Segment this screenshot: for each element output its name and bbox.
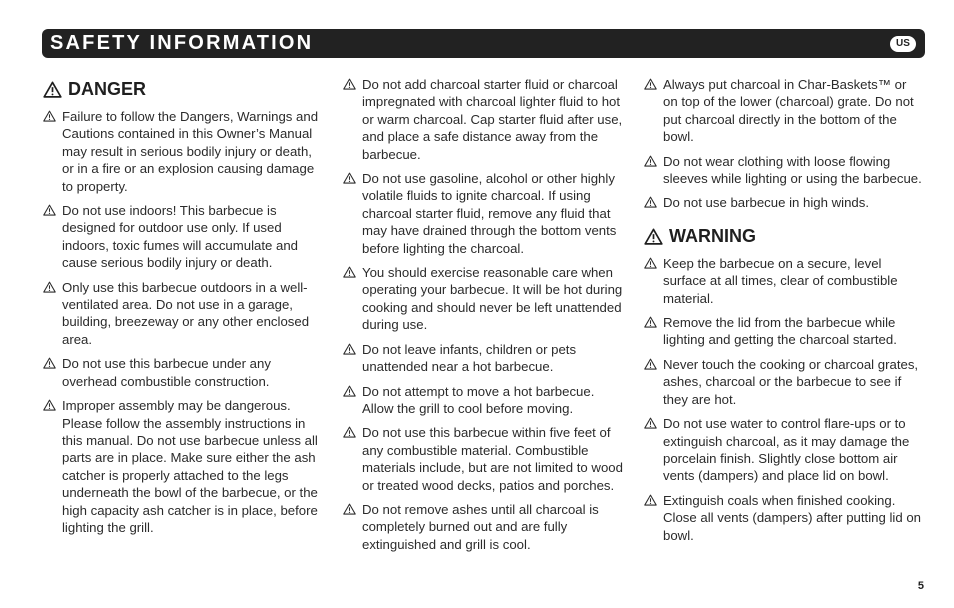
warning-item-text: Do not use water to control flare-ups or to extinguish charcoal, as it may damage the porcelain finish. Slightly close bottom air vents (dampers) and place lid on bowl.: [663, 416, 910, 484]
warning-triangle-icon: [343, 170, 362, 184]
warning-triangle-icon: [343, 501, 362, 515]
danger-item: [343, 170, 627, 257]
warning-heading: [644, 226, 924, 247]
danger-item-text: Do not wear clothing with loose flowing sleeves while lighting or using the barbecue.: [663, 153, 922, 187]
danger-item-text: Do not leave infants, children or pets unattended near a hot barbecue.: [362, 341, 577, 375]
warning-triangle-icon: [43, 81, 68, 98]
danger-item-text: Always put charcoal in Char-Baskets™ or on top of the lower (charcoal) grate. Do not put charcoal directly in the bottom of the bowl.: [663, 77, 914, 145]
warning-triangle-icon: [644, 356, 663, 370]
warning-triangle-icon: [644, 314, 663, 328]
danger-item: [43, 397, 325, 536]
danger-item: [43, 202, 325, 272]
warning-triangle-icon: [644, 228, 669, 245]
page-number: 5: [917, 580, 924, 592]
danger-item-text: Do not use indoors! This barbecue is designed for outdoor use only. If used indoors, toxic fumes will accumulate and cause serious bodily injury or death.: [62, 203, 299, 271]
warning-triangle-icon: [43, 397, 62, 411]
warning-triangle-icon: [343, 264, 362, 278]
column-1: [43, 76, 325, 543]
warning-triangle-icon: [343, 341, 362, 355]
warning-triangle-icon: [343, 424, 362, 438]
warning-triangle-icon: [43, 355, 62, 369]
warning-triangle-icon: [644, 415, 663, 429]
danger-item-text: Do not use this barbecue within five feet of any combustible material. Combustible materials include, but are not limited to wood or treated wood decks, patios and porches.: [362, 425, 623, 493]
warning-triangle-icon: [43, 279, 62, 293]
danger-item: [343, 264, 627, 334]
warning-triangle-icon: [343, 383, 362, 397]
danger-item-text: Do not remove ashes until all charcoal is completely burned out and are fully extinguished and grill is cool.: [362, 501, 599, 552]
warning-item-text: Never touch the cooking or charcoal grates, ashes, charcoal or the barbecue to see if they are hot.: [663, 356, 919, 407]
danger-item-text: Do not attempt to move a hot barbecue. Allow the grill to cool before moving.: [362, 383, 595, 416]
warning-item: [644, 255, 924, 307]
warning-item: [644, 415, 924, 485]
column-3: [644, 76, 924, 551]
danger-item-text: Improper assembly may be dangerous. Please follow the assembly instructions in this manual. Do not use barbecue unless all parts are in place. Make sure either the ash catcher is properly attached to the legs underneath the bowl of the barbecue, or the high capacity ash catcher is in place, before lighting the grill.: [62, 398, 318, 535]
danger-item: [43, 108, 325, 195]
warning-item: [644, 492, 924, 544]
warning-heading-label: WARNING: [669, 225, 756, 246]
warning-triangle-icon: [644, 255, 663, 269]
warning-triangle-icon: [644, 76, 663, 90]
warning-triangle-icon: [644, 194, 663, 208]
danger-item-text: Only use this barbecue outdoors in a well-ventilated area. Do not use in a garage, building, breezeway or any other enclosed area.: [62, 279, 310, 347]
danger-item-text: Do not use barbecue in high winds.: [663, 195, 870, 211]
danger-item: [644, 76, 924, 146]
warning-item-text: Remove the lid from the barbecue while lighting and getting the charcoal started.: [663, 315, 897, 348]
danger-item-text: Do not use gasoline, alcohol or other highly volatile fluids to ignite charcoal. If using charcoal starter fluid, remove any fluid that may have drained through the bottom vents before lighting the charcoal.: [362, 171, 617, 256]
column-2: [343, 76, 627, 560]
danger-item-text: Failure to follow the Dangers, Warnings and Cautions contained in this Owner’s Manual may result in serious bodily injury or death, or in a fire or an explosion causing damage to property.: [62, 109, 319, 194]
danger-item: [644, 153, 924, 188]
danger-item: [644, 194, 924, 211]
warning-triangle-icon: [644, 153, 663, 167]
danger-item-text: You should exercise reasonable care when operating your barbecue. It will be hot during cooking and should never be left unattended during use.: [362, 265, 623, 333]
page-title: SAFETY INFORMATION: [50, 32, 314, 54]
danger-item: [43, 279, 325, 349]
warning-triangle-icon: [343, 76, 362, 90]
warning-item-text: Keep the barbecue on a secure, level surface at all times, clear of combustible material.: [663, 255, 898, 306]
danger-item: [343, 341, 627, 376]
danger-item-text: Do not add charcoal starter fluid or charcoal impregnated with charcoal lighter fluid to hot or warm charcoal. Cap starter fluid after use, and place a safe distance away from the barbecue.: [362, 77, 623, 162]
warning-item: [644, 356, 924, 408]
danger-heading: [43, 79, 325, 100]
danger-item: [343, 76, 627, 163]
warning-triangle-icon: [43, 108, 62, 122]
section-header-bar: [42, 29, 925, 58]
warning-triangle-icon: [644, 492, 663, 506]
danger-item-text: Do not use this barbecue under any overhead combustible construction.: [62, 356, 271, 389]
warning-item-text: Extinguish coals when finished cooking. Close all vents (dampers) after putting lid on bowl.: [663, 492, 922, 543]
warning-item: [644, 314, 924, 349]
danger-item: [343, 424, 627, 494]
danger-heading-label: DANGER: [68, 79, 147, 99]
danger-item: [343, 383, 627, 418]
region-badge: US: [890, 36, 916, 52]
danger-item: [43, 355, 325, 390]
danger-item: [343, 501, 627, 553]
warning-triangle-icon: [43, 202, 62, 216]
